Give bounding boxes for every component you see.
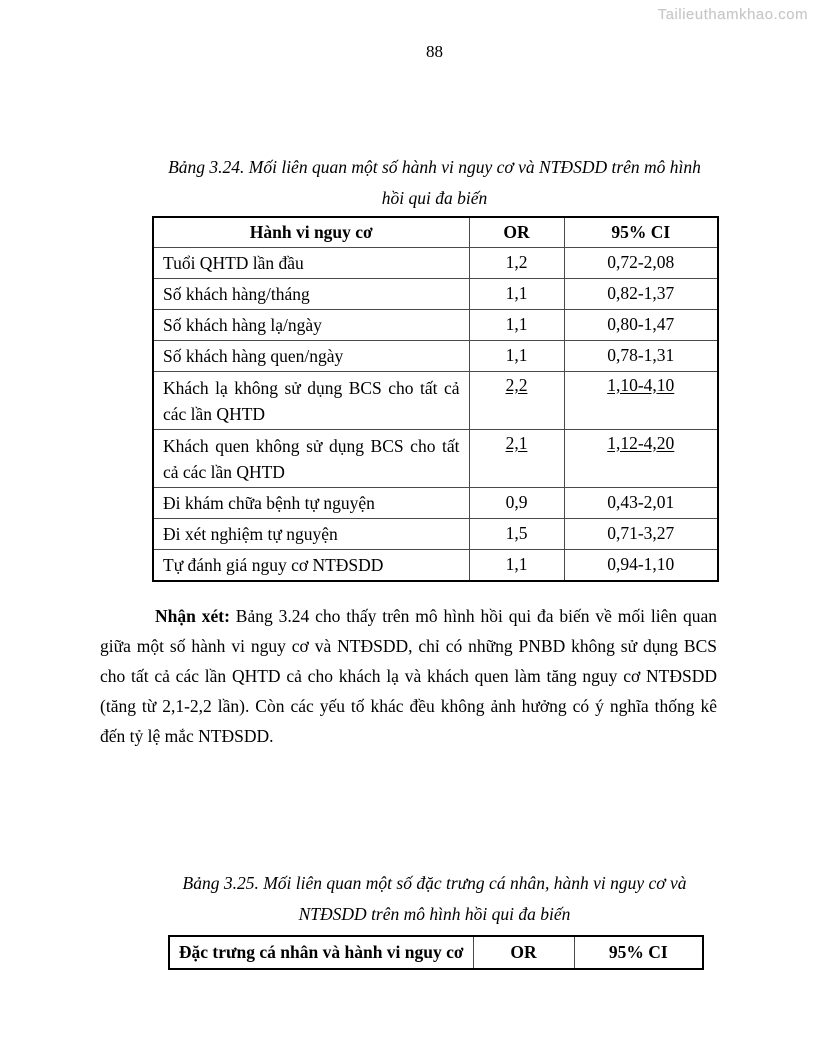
or-value: 2,1 <box>505 432 528 453</box>
table-row <box>153 371 718 429</box>
table-3-25 <box>168 935 704 970</box>
column-header-ci: 95% CI <box>574 936 703 969</box>
table-row <box>153 518 718 549</box>
ci-value: 0,71-3,27 <box>564 518 718 549</box>
page-content <box>100 0 718 970</box>
ci-value: 0,82-1,37 <box>564 278 718 309</box>
table-3-24-caption-line1: Bảng 3.24. Mối liên quan một số hành vi nguy cơ và NTĐSDD trên mô hình <box>168 157 701 177</box>
table-3-25-caption-line1: Bảng 3.25. Mối liên quan một số đặc trưng cá nhân, hành vi nguy cơ và <box>182 872 687 893</box>
column-header-variable: Đặc trưng cá nhân và hành vi nguy cơ <box>169 936 473 969</box>
table-row <box>153 429 718 487</box>
table-row <box>153 340 718 371</box>
ci-value: 0,78-1,31 <box>564 340 718 371</box>
or-value: 1,1 <box>469 549 564 581</box>
table-row <box>153 278 718 309</box>
ci-value: 1,10-4,10 <box>607 374 675 395</box>
risk-factor-label: Số khách hàng/tháng <box>153 278 469 309</box>
ci-value: 1,12-4,20 <box>607 432 675 453</box>
table-3-25-caption-line2: NTĐSDD trên mô hình hồi qui đa biến <box>298 903 571 924</box>
risk-factor-label: Khách lạ không sử dụng BCS cho tất cả các lần QHTD <box>153 371 469 429</box>
comment-text: Bảng 3.24 cho thấy trên mô hình hồi qui đa biến về mối liên quan giữa một số hành vi nguy cơ và NTĐSDD, chỉ có những PNBD không sử dụng BCS cho tất cả các lần QHTD cả cho khách lạ và khách quen làm tăng nguy cơ NTĐSDD (tăng từ 2,1-2,2 lần). Còn các yếu tố khác đều không ảnh hưởng có ý nghĩa thống kê đến tỷ lệ mắc NTĐSDD. <box>100 605 718 746</box>
or-value: 1,1 <box>469 278 564 309</box>
ci-value: 0,80-1,47 <box>564 309 718 340</box>
risk-factor-label: Đi khám chữa bệnh tự nguyện <box>153 487 469 518</box>
table-3-25-caption <box>152 868 717 930</box>
table-row <box>153 487 718 518</box>
or-value: 1,2 <box>469 247 564 278</box>
ci-value: 0,94-1,10 <box>564 549 718 581</box>
or-value: 1,5 <box>469 518 564 549</box>
risk-factor-label: Đi xét nghiệm tự nguyện <box>153 518 469 549</box>
or-value: 2,2 <box>505 374 528 395</box>
risk-factor-label: Số khách hàng lạ/ngày <box>153 309 469 340</box>
comment-paragraph <box>100 601 717 751</box>
or-value: 1,1 <box>469 340 564 371</box>
table-3-24-caption-line2: hồi qui đa biến <box>381 188 488 208</box>
column-header-variable: Hành vi nguy cơ <box>153 217 469 247</box>
column-header-ci: 95% CI <box>564 217 718 247</box>
comment-label: Nhận xét: <box>155 605 230 626</box>
site-watermark: Tailieuthamkhao.com <box>657 6 808 23</box>
risk-factor-label: Tự đánh giá nguy cơ NTĐSDD <box>153 549 469 581</box>
column-header-or: OR <box>473 936 574 969</box>
table-header-row <box>169 936 703 969</box>
table-row <box>153 309 718 340</box>
column-header-or: OR <box>469 217 564 247</box>
table-3-24-caption <box>152 152 717 214</box>
table-row <box>153 549 718 581</box>
ci-value: 0,72-2,08 <box>564 247 718 278</box>
or-value: 0,9 <box>469 487 564 518</box>
risk-factor-label: Tuổi QHTD lần đầu <box>153 247 469 278</box>
table-header-row <box>153 217 718 247</box>
or-value: 1,1 <box>469 309 564 340</box>
ci-value: 0,43-2,01 <box>564 487 718 518</box>
table-row <box>153 247 718 278</box>
table-3-24 <box>152 216 719 582</box>
risk-factor-label: Số khách hàng quen/ngày <box>153 340 469 371</box>
page-number: 88 <box>426 42 443 61</box>
risk-factor-label: Khách quen không sử dụng BCS cho tất cả các lần QHTD <box>153 429 469 487</box>
